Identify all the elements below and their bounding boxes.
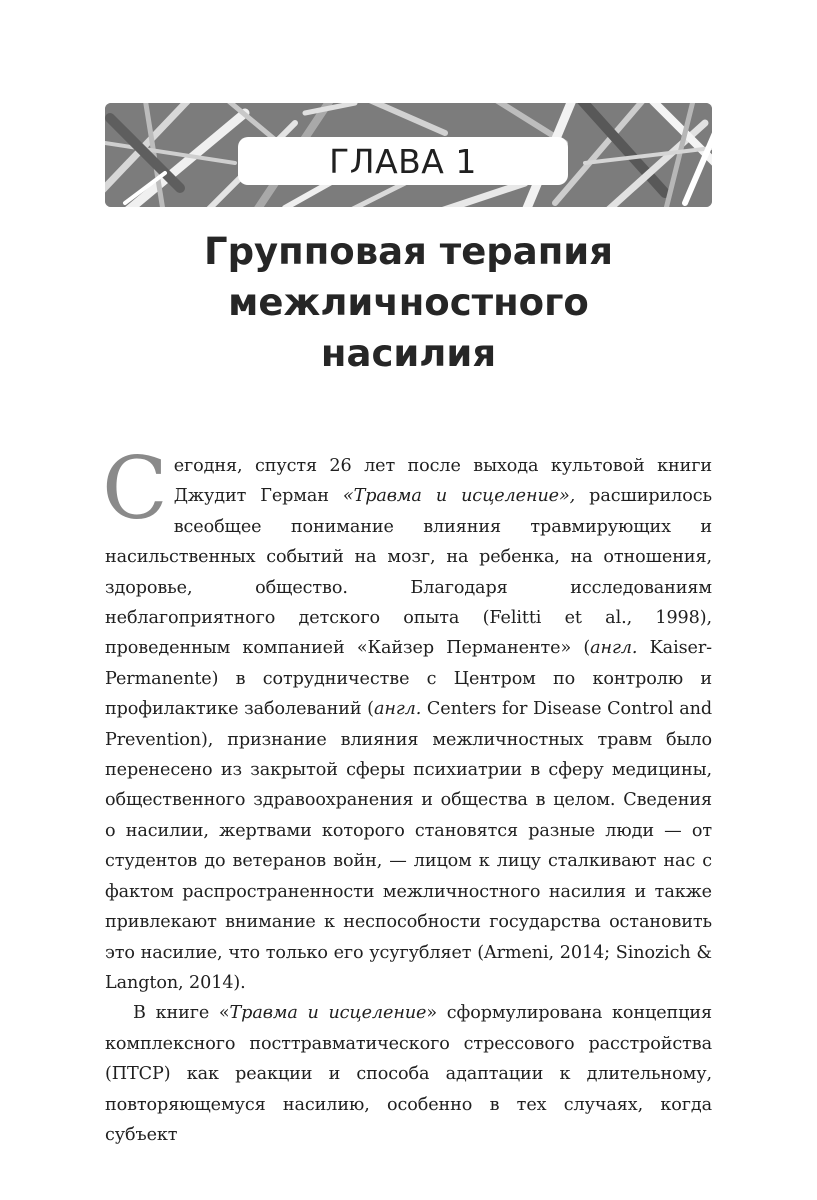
chapter-title [100, 226, 717, 379]
text-run: Kaiser-Permanente) в сотрудничестве с Центром по контролю и профилактике заболеваний ( [105, 638, 712, 720]
text-run: » сформулирована концепция комплексного посттравматического стрессового расстройства (ПТСР) как реакции и способа адаптации к длительному, повторяющемуся насилию, особенно в тех случаях, когда субъект [105, 1003, 712, 1145]
drop-cap: С [102, 439, 168, 539]
abbreviation: англ. [590, 638, 638, 659]
chapter-title-line: насилия [320, 332, 497, 375]
chapter-label: ГЛАВА 1 [238, 137, 568, 185]
chapter-title-line: межличностного [228, 281, 589, 324]
body-text [102, 439, 712, 1150]
text-run: расширилось всеобщее понимание влияния травмирующих и насильственных событий на мозг, на ребенка, на отношения, здоровье, общество. Благодаря исследованиям неблагоприятного детского опыта (Felitti et al., 1998), проведенным компанией «Кайзер Перманенте» ( [105, 486, 712, 659]
paragraph [102, 439, 712, 998]
text-run: егодня, спустя 26 лет после выхода культовой книги Джудит Герман [173, 456, 712, 507]
text-run: В книге « [133, 1003, 230, 1024]
chapter-title-line: Групповая терапия [204, 230, 613, 273]
book-title: Травма и исцеление [229, 1003, 427, 1024]
abbreviation: англ. [373, 699, 422, 720]
text-run: Centers for Disease Control and Prevention), признание влияния межличностных травм было перенесено из закрытой сферы психиатрии в сферу медицины, общественного здравоохранения и общества в целом. Сведения о насилии, жертвами которого становятся разные люди — от студентов до ветеранов войн, — лицом к лицу сталкивают нас с фактом распространенности межличностного насилия и также привлекают внимание к неспособности государства остановить это насилие, что только его усугубляет (Armeni, 2014; Sinozich & Langton, 2014). [105, 699, 712, 993]
book-title: «Травма и исцеление», [342, 486, 576, 507]
paragraph [105, 998, 712, 1150]
